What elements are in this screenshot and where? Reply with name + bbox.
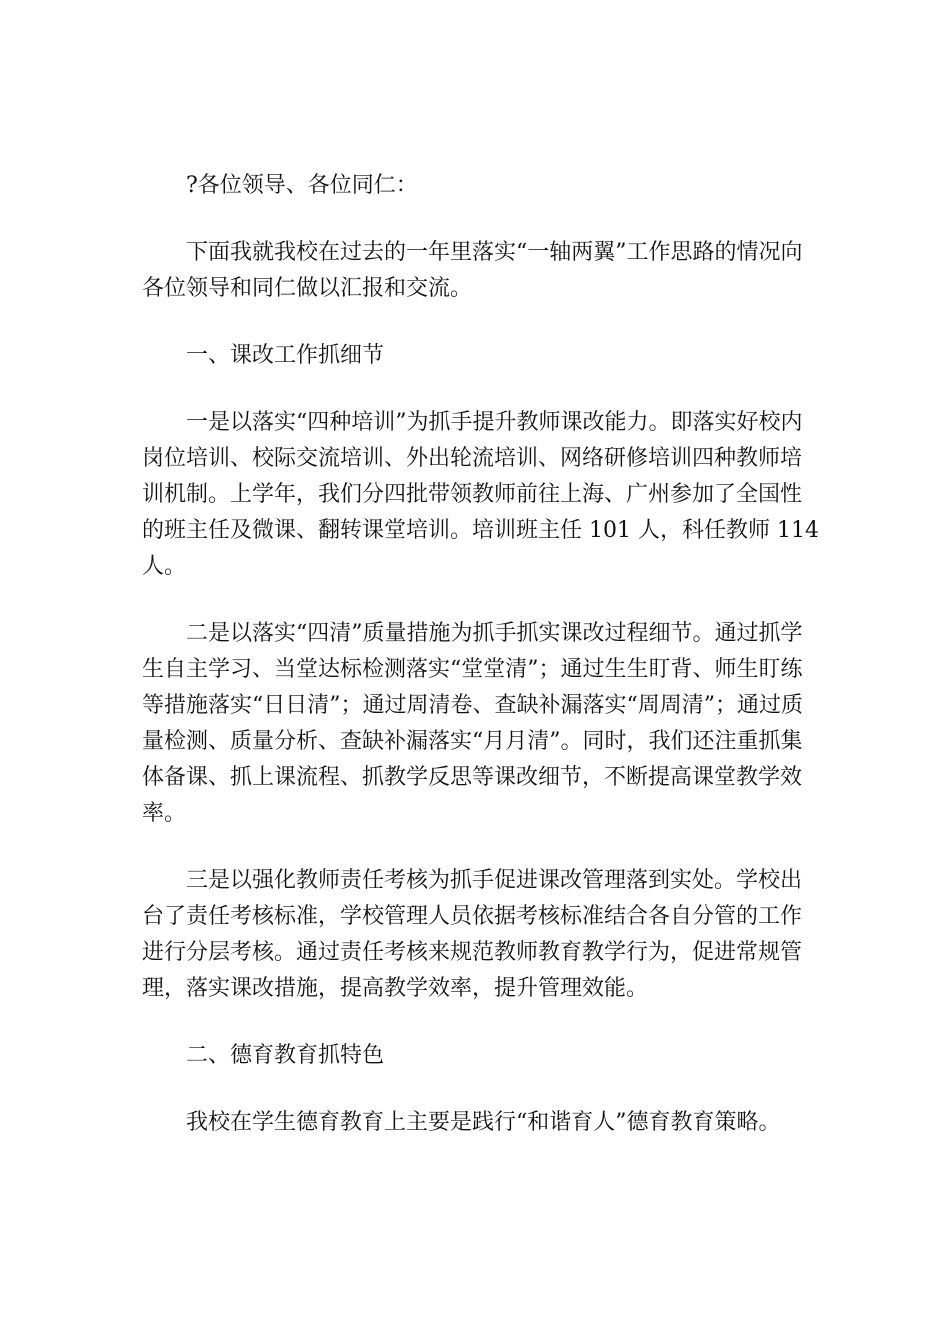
salutation: ?各位领导、各位同仁：	[186, 173, 418, 198]
document-body	[142, 168, 822, 1172]
paragraph-quality: 二是以落实“四清”质量措施为抓手抓实课改过程细节。通过抓学生自主学习、当堂达标检测落实“堂堂清”；通过生生盯背、师生盯练等措施落实“日日清”；通过周清卷、查缺补漏落实“周周清”；通过质量检测、质量分析、查缺补漏落实“月月清”。同时，我们还注重抓集体备课、抓上课流程、抓教学反思等课改细节，不断提高课堂教学效率。	[142, 621, 803, 826]
section-heading-1: 一、课改工作抓细节	[186, 343, 385, 368]
paragraph-moral-education: 我校在学生德育教育上主要是践行“和谐育人”德育教育策略。	[186, 1110, 781, 1135]
intro-paragraph: 下面我就我校在过去的一年里落实“一轴两翼”工作思路的情况向各位领导和同仁做以汇报和交流。	[142, 240, 803, 301]
paragraph-assessment: 三是以强化教师责任考核为抓手促进课改管理落到实处。学校出台了责任考核标准，学校管理人员依据考核标准结合各自分管的工作进行分层考核。通过责任考核来规范教师教育教学行为，促进常规管理，落实课改措施，提高教学效率，提升管理效能。	[142, 868, 803, 1001]
section-heading-2: 二、德育教育抓特色	[186, 1043, 385, 1068]
paragraph-training: 一是以落实“四种培训”为抓手提升教师课改能力。即落实好校内岗位培训、校际交流培训、外出轮流培训、网络研修培训四种教师培训机制。上学年，我们分四批带领教师前往上海、广州参加了全国性的班主任及微课、翻转课堂培训。培训班主任 101 人，科任教师 114 人。	[142, 410, 819, 579]
